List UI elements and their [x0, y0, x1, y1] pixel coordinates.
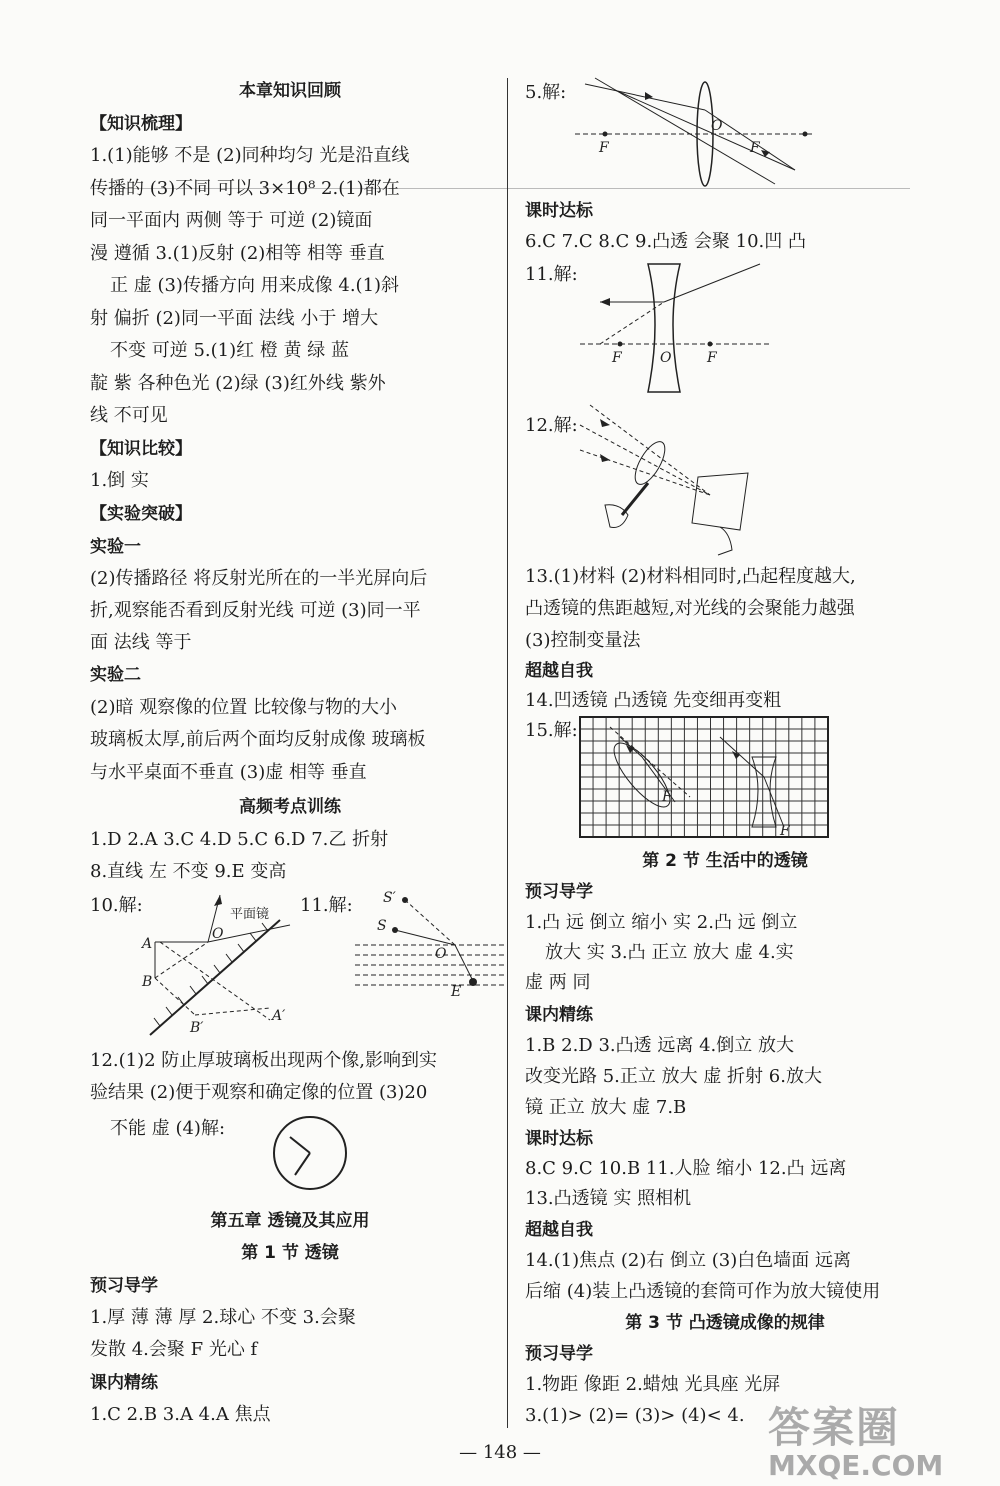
- text-line: 1.物距 像距 2.蜡烛 光具座 光屏: [525, 1374, 781, 1395]
- section-1-title: 第 1 节 透镜: [241, 1243, 339, 1263]
- text-line: (2)传播路径 将反射光所在的一半光屏向后: [90, 568, 428, 589]
- text-line: (3)控制变量法: [525, 630, 641, 651]
- text-line: 靛 紫 各种色光 (2)绿 (3)红外线 紫外: [90, 373, 386, 394]
- text-line: 8.C 9.C 10.B 11.人脸 缩小 12.凸 远离: [525, 1158, 847, 1179]
- watermark-url: MXQE.COM: [768, 1449, 944, 1482]
- label-F-left: F: [612, 350, 622, 366]
- text-line: 漫 遵循 3.(1)反射 (2)相等 相等 垂直: [90, 243, 385, 264]
- column-divider: [507, 78, 508, 1428]
- text-line: 1.倒 实: [90, 470, 149, 491]
- inclass-title: 课内精练: [90, 1373, 158, 1393]
- text-line: 1.凸 远 倒立 缩小 实 2.凸 远 倒立: [525, 912, 798, 933]
- section-knowledge-organize: 【知识梳理】: [90, 114, 192, 134]
- high-frequency-title: 高频考点训练: [239, 797, 341, 817]
- text-line: 1.(1)能够 不是 (2)同种均匀 光是沿直线: [90, 145, 410, 166]
- text-line: 1.D 2.A 3.C 4.D 5.C 6.D 7.乙 折射: [90, 829, 389, 850]
- label-O: O: [660, 350, 672, 366]
- figure-convex-lens: [575, 80, 815, 190]
- section-experiment-break: 【实验突破】: [90, 504, 192, 524]
- label-F-right: F: [707, 350, 717, 366]
- preview-title: 预习导学: [90, 1276, 158, 1296]
- label-F-left: F: [662, 789, 672, 805]
- text-line: 射 偏折 (2)同一平面 法线 小于 增大: [90, 308, 379, 329]
- label-B: B: [142, 974, 153, 990]
- figure-grid-lenses: [580, 717, 828, 837]
- beyond-title: 超越自我: [525, 661, 593, 681]
- label-mirror: 平面镜: [230, 907, 270, 922]
- classwork-title: 课时达标: [525, 1129, 593, 1149]
- label-F-right: F: [780, 823, 790, 839]
- page-number: — 148 —: [459, 1442, 541, 1463]
- figure-refraction: [355, 890, 505, 1010]
- chapter-5-title: 第五章 透镜及其应用: [210, 1211, 370, 1231]
- classwork-title: 课时达标: [525, 201, 593, 221]
- label-O: O: [435, 946, 447, 962]
- section-knowledge-compare: 【知识比较】: [90, 439, 192, 459]
- text-line: 1.B 2.D 3.凸透 远离 4.倒立 放大: [525, 1035, 794, 1056]
- text-line: 8.直线 左 不变 9.E 变高: [90, 861, 287, 882]
- watermark-main: 答案圈: [768, 1403, 901, 1452]
- text-line: 1.C 2.B 3.A 4.A 焦点: [90, 1404, 271, 1425]
- text-line: 凸透镜的焦距越短,对光线的会聚能力越强: [525, 598, 855, 619]
- figure-magnifier-paper: [580, 405, 770, 555]
- chapter-review-title: 本章知识回顾: [239, 81, 341, 101]
- text-line: 放大 实 3.凸 正立 放大 虚 4.实: [545, 942, 794, 963]
- text-line: 传播的 (3)不同 可以 3×10⁸ 2.(1)都在: [90, 178, 400, 199]
- section-2-title: 第 2 节 生活中的透镜: [642, 851, 808, 871]
- text-line: 14.(1)焦点 (2)右 倒立 (3)白色墙面 远离: [525, 1250, 852, 1271]
- question-5-label: 5.解:: [525, 82, 567, 103]
- text-line: 正 虚 (3)传播方向 用来成像 4.(1)斜: [110, 275, 400, 296]
- text-line: 同一平面内 两侧 等于 可逆 (2)镜面: [90, 210, 373, 231]
- text-line: 折,观察能否看到反射光线 可逆 (3)同一平: [90, 600, 421, 621]
- beyond-title: 超越自我: [525, 1220, 593, 1240]
- label-O: O: [711, 118, 723, 134]
- text-line: 不变 可逆 5.(1)红 橙 黄 绿 蓝: [110, 340, 350, 361]
- text-line: 1.厚 薄 薄 厚 2.球心 不变 3.会聚: [90, 1307, 356, 1328]
- preview-title: 预习导学: [525, 1344, 593, 1364]
- section-3-title: 第 3 节 凸透镜成像的规律: [625, 1313, 825, 1333]
- text-line: 虚 两 同: [525, 972, 591, 993]
- preview-title: 预习导学: [525, 882, 593, 902]
- clock-icon: [270, 1113, 350, 1193]
- text-line: 镜 正立 放大 虚 7.B: [525, 1097, 687, 1118]
- text-line: 不能 虚 (4)解:: [110, 1118, 226, 1139]
- question-11-label: 11.解:: [525, 264, 578, 285]
- text-line: 发散 4.会聚 F 光心 f: [90, 1339, 258, 1360]
- question-11-label: 11.解:: [300, 895, 353, 916]
- text-line: 面 法线 等于: [90, 632, 192, 653]
- text-line: 线 不可见: [90, 405, 168, 426]
- text-line: 14.凹透镜 凸透镜 先变细再变粗: [525, 690, 782, 711]
- label-S-prime: S′: [383, 890, 396, 906]
- text-line: 玻璃板太厚,前后两个面均反射成像 玻璃板: [90, 729, 426, 750]
- question-15-label: 15.解:: [525, 720, 578, 741]
- label-A: A: [142, 936, 153, 952]
- text-line: 13.凸透镜 实 照相机: [525, 1188, 692, 1209]
- experiment-1-title: 实验一: [90, 537, 141, 557]
- label-S: S: [377, 918, 387, 934]
- label-B-prime: B′: [190, 1020, 204, 1036]
- label-A-prime: A′: [272, 1008, 286, 1024]
- inclass-title: 课内精练: [525, 1005, 593, 1025]
- question-12-label: 12.解:: [525, 415, 578, 436]
- question-10-label: 10.解:: [90, 895, 143, 916]
- watermark-logo: [768, 1395, 943, 1482]
- label-E: E: [451, 984, 462, 1000]
- figure-concave-lens: [580, 262, 770, 397]
- text-line: 后缩 (4)装上凸透镜的套筒可作为放大镜使用: [525, 1281, 881, 1302]
- text-line: 验结果 (2)便于观察和确定像的位置 (3)20: [90, 1082, 428, 1103]
- figure-plane-mirror: [142, 890, 290, 1040]
- text-line: 与水平桌面不垂直 (3)虚 相等 垂直: [90, 762, 367, 783]
- text-line: (2)暗 观察像的位置 比较像与物的大小: [90, 697, 397, 718]
- text-line: 3.(1)> (2)= (3)> (4)< 4.: [525, 1405, 745, 1426]
- label-F-left: F: [599, 140, 609, 156]
- label-F-right: F: [750, 140, 760, 156]
- label-O: O: [212, 926, 224, 942]
- text-line: 12.(1)2 防止厚玻璃板出现两个像,影响到实: [90, 1050, 438, 1071]
- experiment-2-title: 实验二: [90, 665, 141, 685]
- text-line: 改变光路 5.正立 放大 虚 折射 6.放大: [525, 1066, 822, 1087]
- text-line: 6.C 7.C 8.C 9.凸透 会聚 10.凹 凸: [525, 231, 806, 252]
- text-line: 13.(1)材料 (2)材料相同时,凸起程度越大,: [525, 566, 856, 587]
